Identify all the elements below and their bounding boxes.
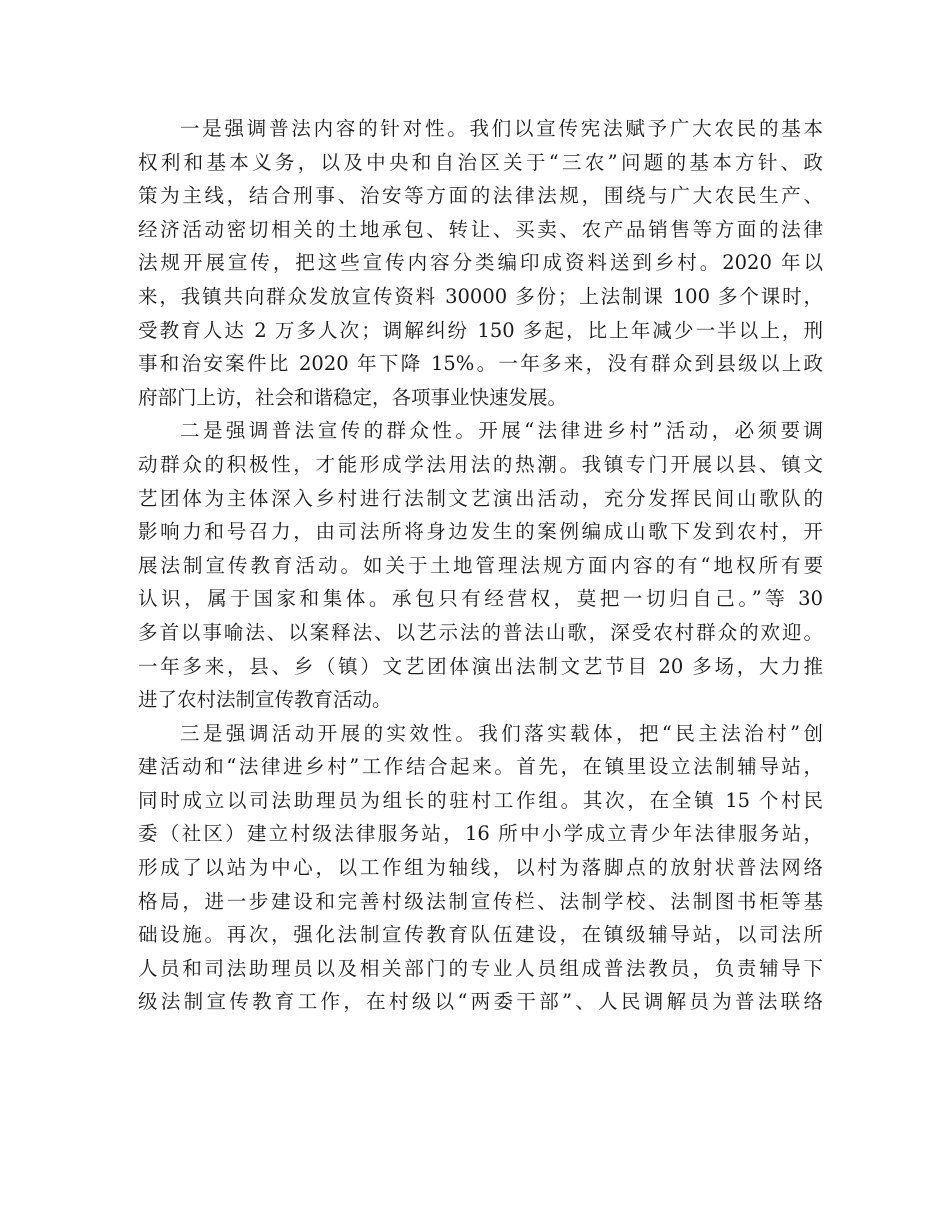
document-body <box>138 112 823 1019</box>
text-line: 事和治安案件比 2020 年下降 15%。一年多来，没有群众到县级以上政 <box>138 352 823 376</box>
text-line: 进了农村法制宣传教育活动。 <box>138 688 392 712</box>
text-line: 格局，进一步建设和完善村级法制宣传栏、法制学校、法制图书柜等基 <box>138 889 823 913</box>
text-line: 三是强调活动开展的实效性。我们落实载体，把“民主法治村”创 <box>180 721 823 745</box>
text-line: 来，我镇共向群众发放宣传资料 30000 多份；上法制课 100 多个课时， <box>138 284 823 308</box>
text-line: 委（社区）建立村级法律服务站，16 所中小学成立青少年法律服务站， <box>138 822 823 846</box>
text-line: 经济活动密切相关的土地承包、转让、买卖、农产品销售等方面的法律 <box>138 217 823 241</box>
text-line: 受教育人达 2 万多人次；调解纠纷 150 多起，比上年减少一半以上，刑 <box>138 318 823 342</box>
text-line: 影响力和号召力，由司法所将身边发生的案例编成山歌下发到农村，开 <box>138 520 823 544</box>
text-line: 建活动和“法律进乡村”工作结合起来。首先，在镇里设立法制辅导站， <box>138 755 823 779</box>
text-line: 权利和基本义务，以及中央和自治区关于“三农”问题的基本方针、政 <box>138 150 823 174</box>
text-line: 人员和司法助理员以及相关部门的专业人员组成普法教员，负责辅导下 <box>138 956 823 980</box>
text-line: 同时成立以司法助理员为组长的驻村工作组。其次，在全镇 15 个村民 <box>138 788 823 812</box>
text-line: 多首以事喻法、以案释法、以艺示法的普法山歌，深受农村群众的欢迎。 <box>138 620 823 644</box>
text-line: 法规开展宣传，把这些宣传内容分类编印成资料送到乡村。2020 年以 <box>138 251 823 275</box>
text-line: 一是强调普法内容的针对性。我们以宣传宪法赋予广大农民的基本 <box>180 117 823 140</box>
text-line: 认识，属于国家和集体。承包只有经营权，莫把一切归自己。”等 30 <box>138 587 823 611</box>
text-line: 二是强调普法宣传的群众性。开展“法律进乡村”活动，必须要调 <box>180 419 823 443</box>
paragraph-2 <box>138 414 823 716</box>
text-line: 艺团体为主体深入乡村进行法制文艺演出活动，充分发挥民间山歌队的 <box>138 486 823 510</box>
text-line: 策为主线，结合刑事、治安等方面的法律法规，围绕与广大农民生产、 <box>138 184 823 208</box>
text-line: 础设施。再次，强化法制宣传教育队伍建设，在镇级辅导站，以司法所 <box>138 923 823 947</box>
paragraph-3 <box>138 717 823 1019</box>
text-line: 形成了以站为中心，以工作组为轴线，以村为落脚点的放射状普法网络 <box>138 856 823 880</box>
text-line: 动群众的积极性，才能形成学法用法的热潮。我镇专门开展以县、镇文 <box>138 452 823 476</box>
paragraph-1 <box>138 112 823 414</box>
text-line: 府部门上访，社会和谐稳定，各项事业快速发展。 <box>138 385 568 409</box>
text-line: 级法制宣传教育工作，在村级以“两委干部”、人民调解员为普法联络 <box>138 990 823 1014</box>
text-line: 一年多来，县、乡（镇）文艺团体演出法制文艺节目 20 多场，大力推 <box>138 654 823 678</box>
text-line: 展法制宣传教育活动。如关于土地管理法规方面内容的有“地权所有要 <box>138 553 823 577</box>
